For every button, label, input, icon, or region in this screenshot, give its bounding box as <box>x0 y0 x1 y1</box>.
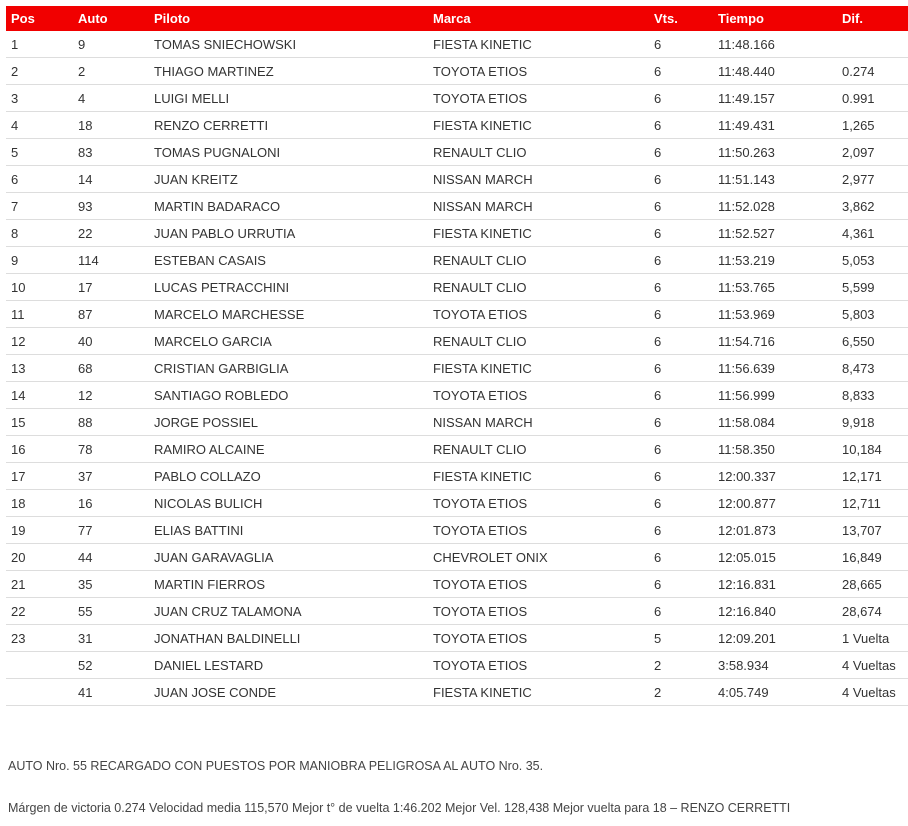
cell-tiempo: 11:53.219 <box>718 252 775 268</box>
cell-piloto: JUAN KREITZ <box>154 171 238 187</box>
cell-marca: TOYOTA ETIOS <box>433 63 528 79</box>
cell-pos: 16 <box>11 441 26 457</box>
cell-marca: TOYOTA ETIOS <box>433 387 528 403</box>
cell-vts: 6 <box>654 414 662 430</box>
cell-dif: 4,361 <box>842 225 875 241</box>
table-row <box>6 31 908 58</box>
cell-vts: 6 <box>654 36 662 52</box>
cell-piloto: ESTEBAN CASAIS <box>154 252 266 268</box>
cell-pos <box>6 652 73 679</box>
cell-vts: 6 <box>654 441 662 457</box>
cell-tiempo: 11:58.084 <box>718 414 775 430</box>
cell-auto: 77 <box>78 522 93 538</box>
cell-piloto: MARCELO MARCHESSE <box>154 306 305 322</box>
cell-pos: 21 <box>11 576 26 592</box>
header-tiempo: Tiempo <box>718 11 764 26</box>
table-row <box>6 382 908 409</box>
cell-auto: 2 <box>78 63 86 79</box>
race-summary: Márgen de victoria 0.274 Velocidad media 115,570 Mejor t° de vuelta 1:46.202 Mejor Vel. 128,438 Mejor vuelta para 18 – RENZO CERRETTI <box>8 801 791 815</box>
cell-piloto: MARTIN FIERROS <box>154 576 265 592</box>
header-dif: Dif. <box>842 11 863 26</box>
table-row <box>6 355 908 382</box>
table-row <box>6 58 908 85</box>
cell-vts: 6 <box>654 522 662 538</box>
cell-dif: 0.274 <box>842 63 875 79</box>
table-row <box>6 193 908 220</box>
cell-piloto: RAMIRO ALCAINE <box>154 441 265 457</box>
cell-tiempo: 12:16.831 <box>718 576 776 592</box>
cell-tiempo: 11:56.639 <box>718 360 775 376</box>
cell-pos: 18 <box>11 495 26 511</box>
cell-auto: 78 <box>78 441 93 457</box>
cell-dif: 13,707 <box>842 522 882 538</box>
cell-vts: 2 <box>654 684 662 700</box>
table-row <box>6 463 908 490</box>
cell-dif: 28,674 <box>842 603 882 619</box>
cell-vts: 6 <box>654 360 662 376</box>
cell-auto: 52 <box>78 657 93 673</box>
cell-auto: 16 <box>78 495 93 511</box>
cell-tiempo: 12:05.015 <box>718 549 776 565</box>
cell-marca: FIESTA KINETIC <box>433 360 532 376</box>
cell-dif: 1,265 <box>842 117 875 133</box>
cell-piloto: THIAGO MARTINEZ <box>154 63 274 79</box>
table-row <box>6 220 908 247</box>
table-row <box>6 85 908 112</box>
cell-pos: 8 <box>11 225 19 241</box>
cell-marca: TOYOTA ETIOS <box>433 495 528 511</box>
cell-marca: RENAULT CLIO <box>433 441 527 457</box>
cell-piloto: TOMAS PUGNALONI <box>154 144 281 160</box>
cell-dif: 8,833 <box>842 387 875 403</box>
cell-auto: 88 <box>78 414 93 430</box>
cell-vts: 6 <box>654 333 662 349</box>
cell-auto: 35 <box>78 576 93 592</box>
cell-tiempo: 12:09.201 <box>718 630 776 646</box>
cell-auto: 31 <box>78 630 93 646</box>
cell-dif: 4 Vueltas <box>842 684 896 700</box>
table-row <box>6 544 908 571</box>
cell-dif: 6,550 <box>842 333 875 349</box>
cell-dif: 5,599 <box>842 279 875 295</box>
cell-vts: 6 <box>654 198 662 214</box>
cell-pos: 19 <box>11 522 26 538</box>
cell-tiempo: 11:49.157 <box>718 90 775 106</box>
results-table-body <box>6 31 908 706</box>
cell-pos: 9 <box>11 252 19 268</box>
cell-pos: 13 <box>11 360 26 376</box>
cell-marca: NISSAN MARCH <box>433 198 533 214</box>
cell-marca: NISSAN MARCH <box>433 414 533 430</box>
cell-vts: 6 <box>654 225 662 241</box>
table-row <box>6 166 908 193</box>
header-vts: Vts. <box>654 11 678 26</box>
cell-auto: 83 <box>78 144 93 160</box>
cell-dif: 0.991 <box>842 90 875 106</box>
cell-tiempo: 11:51.143 <box>718 171 775 187</box>
cell-vts: 6 <box>654 495 662 511</box>
cell-marca: FIESTA KINETIC <box>433 36 532 52</box>
table-row <box>6 598 908 625</box>
table-row <box>6 112 908 139</box>
table-row <box>6 625 908 652</box>
cell-piloto: JUAN CRUZ TALAMONA <box>154 603 302 619</box>
cell-piloto: MARTIN BADARACO <box>154 198 281 214</box>
cell-marca: RENAULT CLIO <box>433 279 527 295</box>
cell-pos: 2 <box>11 63 19 79</box>
cell-marca: TOYOTA ETIOS <box>433 522 528 538</box>
cell-marca: FIESTA KINETIC <box>433 684 532 700</box>
cell-auto: 68 <box>78 360 93 376</box>
cell-vts: 6 <box>654 279 662 295</box>
cell-pos <box>6 679 73 706</box>
cell-auto: 22 <box>78 225 93 241</box>
table-row <box>6 571 908 598</box>
cell-marca: CHEVROLET ONIX <box>433 549 548 565</box>
table-row <box>6 409 908 436</box>
cell-pos: 6 <box>11 171 19 187</box>
cell-tiempo: 11:48.440 <box>718 63 775 79</box>
cell-tiempo: 11:52.028 <box>718 198 775 214</box>
cell-vts: 6 <box>654 603 662 619</box>
cell-piloto: JUAN PABLO URRUTIA <box>154 225 296 241</box>
cell-auto: 93 <box>78 198 93 214</box>
cell-piloto: JUAN GARAVAGLIA <box>154 549 274 565</box>
cell-dif: 3,862 <box>842 198 875 214</box>
cell-marca: TOYOTA ETIOS <box>433 630 528 646</box>
cell-tiempo: 11:53.969 <box>718 306 775 322</box>
cell-piloto: ELIAS BATTINI <box>154 522 244 538</box>
cell-auto: 17 <box>78 279 93 295</box>
cell-vts: 6 <box>654 549 662 565</box>
table-row <box>6 490 908 517</box>
cell-marca: FIESTA KINETIC <box>433 117 532 133</box>
cell-dif: 1 Vuelta <box>842 630 890 646</box>
cell-marca: RENAULT CLIO <box>433 252 527 268</box>
cell-auto: 41 <box>78 684 93 700</box>
cell-pos: 3 <box>11 90 19 106</box>
cell-tiempo: 11:56.999 <box>718 387 775 403</box>
cell-pos: 22 <box>11 603 26 619</box>
cell-vts: 6 <box>654 144 662 160</box>
cell-tiempo: 11:54.716 <box>718 333 775 349</box>
header-pos: Pos <box>11 11 35 26</box>
cell-pos: 1 <box>11 36 19 52</box>
table-row <box>6 517 908 544</box>
cell-piloto: MARCELO GARCIA <box>154 333 272 349</box>
cell-piloto: JORGE POSSIEL <box>154 414 259 430</box>
cell-piloto: DANIEL LESTARD <box>154 657 264 673</box>
cell-auto: 114 <box>78 252 99 268</box>
cell-vts: 2 <box>654 657 662 673</box>
cell-piloto: CRISTIAN GARBIGLIA <box>154 360 289 376</box>
cell-dif: 2,097 <box>842 144 875 160</box>
cell-vts: 6 <box>654 468 662 484</box>
cell-vts: 5 <box>654 630 662 646</box>
cell-marca: TOYOTA ETIOS <box>433 603 528 619</box>
results-table <box>6 6 908 706</box>
header-marca: Marca <box>433 11 471 26</box>
table-row <box>6 652 908 679</box>
table-row <box>6 436 908 463</box>
cell-pos: 10 <box>11 279 26 295</box>
table-row <box>6 679 908 706</box>
cell-piloto: SANTIAGO ROBLEDO <box>154 387 289 403</box>
cell-piloto: JUAN JOSE CONDE <box>154 684 277 700</box>
cell-tiempo: 11:58.350 <box>718 441 775 457</box>
cell-vts: 6 <box>654 306 662 322</box>
table-row <box>6 247 908 274</box>
cell-marca: RENAULT CLIO <box>433 333 527 349</box>
table-row <box>6 139 908 166</box>
cell-dif: 12,711 <box>842 495 881 511</box>
cell-dif: 5,053 <box>842 252 875 268</box>
cell-vts: 6 <box>654 576 662 592</box>
cell-marca: FIESTA KINETIC <box>433 468 532 484</box>
header-row <box>6 6 908 31</box>
cell-piloto: NICOLAS BULICH <box>154 495 263 511</box>
cell-tiempo: 11:48.166 <box>718 36 775 52</box>
cell-auto: 87 <box>78 306 93 322</box>
cell-piloto: LUIGI MELLI <box>154 90 230 106</box>
cell-tiempo: 12:00.337 <box>718 468 776 484</box>
cell-dif <box>837 31 908 58</box>
cell-tiempo: 12:16.840 <box>718 603 776 619</box>
cell-vts: 6 <box>654 171 662 187</box>
cell-dif: 16,849 <box>842 549 882 565</box>
cell-dif: 5,803 <box>842 306 875 322</box>
cell-marca: NISSAN MARCH <box>433 171 533 187</box>
cell-auto: 40 <box>78 333 93 349</box>
cell-dif: 9,918 <box>842 414 875 430</box>
cell-vts: 6 <box>654 117 662 133</box>
cell-auto: 44 <box>78 549 93 565</box>
cell-vts: 6 <box>654 63 662 79</box>
cell-tiempo: 11:53.765 <box>718 279 775 295</box>
cell-piloto: RENZO CERRETTI <box>154 117 269 133</box>
cell-pos: 20 <box>11 549 26 565</box>
cell-pos: 12 <box>11 333 26 349</box>
cell-piloto: JONATHAN BALDINELLI <box>154 630 301 646</box>
table-row <box>6 274 908 301</box>
cell-tiempo: 12:01.873 <box>718 522 776 538</box>
cell-vts: 6 <box>654 387 662 403</box>
cell-tiempo: 11:50.263 <box>718 144 775 160</box>
cell-marca: TOYOTA ETIOS <box>433 90 528 106</box>
penalty-note: AUTO Nro. 55 RECARGADO CON PUESTOS POR MANIOBRA PELIGROSA AL AUTO Nro. 35. <box>8 759 544 773</box>
cell-vts: 6 <box>654 252 662 268</box>
table-row <box>6 301 908 328</box>
cell-dif: 8,473 <box>842 360 875 376</box>
cell-marca: TOYOTA ETIOS <box>433 306 528 322</box>
cell-tiempo: 3:58.934 <box>718 657 769 673</box>
cell-auto: 37 <box>78 468 93 484</box>
cell-dif: 12,171 <box>842 468 882 484</box>
cell-auto: 4 <box>78 90 86 106</box>
results-table-header <box>6 6 908 31</box>
cell-auto: 9 <box>78 36 86 52</box>
cell-pos: 5 <box>11 144 19 160</box>
cell-pos: 17 <box>11 468 26 484</box>
cell-vts: 6 <box>654 90 662 106</box>
cell-auto: 18 <box>78 117 93 133</box>
header-piloto: Piloto <box>154 11 191 26</box>
table-row <box>6 328 908 355</box>
cell-tiempo: 11:49.431 <box>718 117 775 133</box>
cell-marca: TOYOTA ETIOS <box>433 576 528 592</box>
cell-pos: 14 <box>11 387 26 403</box>
cell-tiempo: 12:00.877 <box>718 495 776 511</box>
cell-dif: 28,665 <box>842 576 882 592</box>
cell-marca: FIESTA KINETIC <box>433 225 532 241</box>
cell-tiempo: 4:05.749 <box>718 684 769 700</box>
cell-piloto: PABLO COLLAZO <box>154 468 261 484</box>
cell-auto: 55 <box>78 603 93 619</box>
cell-marca: TOYOTA ETIOS <box>433 657 528 673</box>
cell-dif: 4 Vueltas <box>842 657 896 673</box>
cell-marca: RENAULT CLIO <box>433 144 527 160</box>
cell-auto: 12 <box>78 387 93 403</box>
cell-pos: 11 <box>11 306 25 322</box>
header-auto: Auto <box>78 11 108 26</box>
cell-pos: 7 <box>11 198 19 214</box>
cell-dif: 10,184 <box>842 441 882 457</box>
cell-piloto: LUCAS PETRACCHINI <box>154 279 290 295</box>
cell-auto: 14 <box>78 171 93 187</box>
cell-pos: 23 <box>11 630 26 646</box>
cell-tiempo: 11:52.527 <box>718 225 775 241</box>
cell-pos: 4 <box>11 117 19 133</box>
cell-dif: 2,977 <box>842 171 875 187</box>
cell-piloto: TOMAS SNIECHOWSKI <box>154 36 297 52</box>
cell-pos: 15 <box>11 414 26 430</box>
